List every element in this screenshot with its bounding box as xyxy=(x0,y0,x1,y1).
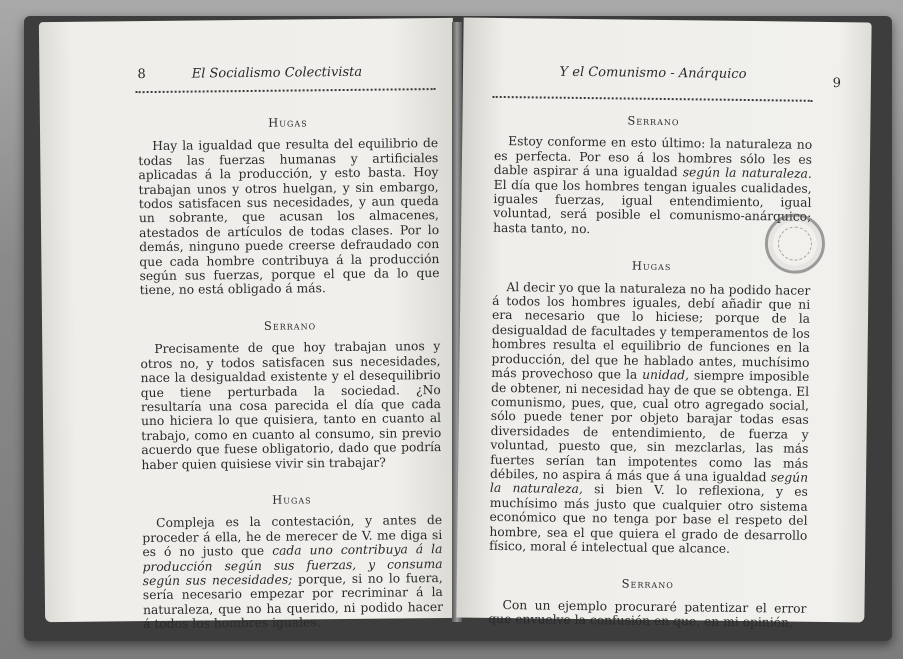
dialogue-paragraph xyxy=(142,513,443,631)
right-running-title: Y el Comunismo - Anárquico xyxy=(559,64,747,82)
dialogue-paragraph: Hay la igualdad que resulta del equilibrio de todas las fuerzas humanas y artificiales aplicadas á la producción, y esto basta. Hoy trabajan unos y otros huelgan, y sin embargo, todos satisfacen sus necesidades, y aun queda un sobrante, que acusan los almacenes, atestados de artículos de todas clases. Por lo demás, ninguno puede creerse defraudado con que cada hombre contribuya á la producción según sus fuerzas, porque el que da lo que tiene, no está obligado á más. xyxy=(138,136,440,298)
right-page-text xyxy=(488,112,813,652)
speaker-label: Hugas xyxy=(631,258,672,274)
text-span: si bien V. lo reflexiona, y es muchísimo más justo que cualquier otro sistema económico que no tenga por base el respeto del hombre, sea el que quiera el grado de desarrollo físico, moral é intelectual que alcance. xyxy=(489,482,808,556)
left-page-text xyxy=(138,114,444,654)
dialogue-paragraph: Precisamente de que hoy trabajan unos y otros no, y todos satisfacen sus necesidades, nace la desigualdad existente y el desequilibrio que tiene perturbada la sociedad. ¿No resultaría una cosa parecida el día que cada uno hiciera lo que quisiera, tanto en cuanto al trabajo, como en cuanto al consumo, sin previo acuerdo que fuese obligatorio, dado que podría haber quien quisiese vivir sin trabajar? xyxy=(140,339,442,472)
speaker-label: Hugas xyxy=(272,492,312,507)
italic-span: cada uno contribuya á la producción según sus fuerzas, y consuma según sus necesidades; xyxy=(142,542,443,589)
dialogue-paragraph xyxy=(493,134,812,239)
speaker-label: Serrano xyxy=(263,318,317,333)
italic-span: según la naturaleza, xyxy=(489,470,809,497)
text-span: porque, si no lo fuera, sería necesario empezar por recriminar á la naturaleza, que no ha querido, ni podido hacer á todos los hombres iguales. xyxy=(142,570,444,632)
text-span: El día que los hombres tengan iguales cualidades, iguales fuerzas, igual entendimiento, igual voluntad, será posible el comunismo-anárquico; hasta tanto, no. xyxy=(493,177,812,236)
speaker-label: Hugas xyxy=(268,115,308,130)
dialogue-paragraph xyxy=(489,280,810,558)
italic-span: unidad, xyxy=(642,367,690,383)
italic-span: según la naturaleza. xyxy=(682,165,812,182)
left-header-rule xyxy=(136,88,436,93)
right-header-rule xyxy=(493,96,813,102)
left-running-title: El Socialismo Colectivista xyxy=(191,64,363,82)
right-page-number: 9 xyxy=(832,76,841,92)
library-stamp xyxy=(765,213,826,274)
left-page xyxy=(39,18,459,632)
text-span: Estoy conforme en esto último: la naturaleza no es perfecta. Por eso á los hombres sólo les es dable aspirar á una igualdad xyxy=(493,134,813,180)
text-span: Compleja es la contestación, y antes de proceder á ella, he de merecer de V. me diga si es ó no justo que xyxy=(142,513,443,560)
right-page xyxy=(456,18,871,630)
right-running-head xyxy=(495,64,841,92)
dialogue-paragraph: Con un ejemplo procuraré patentizar el error que envuelve la confusión en que, en mi opinión, xyxy=(488,597,807,630)
speaker-label: Serrano xyxy=(621,576,674,592)
left-page-number: 8 xyxy=(137,67,146,83)
text-span: siempre imposible de obtener, ni necesidad hay de que se obtenga. El comunismo, pues, que, cual otro agregado social, sólo puede tener por objeto barajar todas esas diversidades de entendimiento, de fuerza y voluntad, puesto que, sin mezclarlas, las más fuertes serían tan impotentes como las más débiles, no aspira á más que á una igualdad xyxy=(490,368,810,485)
left-running-head xyxy=(137,64,431,82)
text-span: Al decir yo que la naturaleza no ha podido hacer á todos los hombres iguales, debí añadir que ni era necesario que lo hiciese; porque de la desigualdad de facultades y temperamentos de los hombres resulta el equilibrio de funciones en la producción, del que he hablado antes, muchísimo más provechoso que la xyxy=(491,279,811,382)
speaker-label: Serrano xyxy=(627,113,680,129)
